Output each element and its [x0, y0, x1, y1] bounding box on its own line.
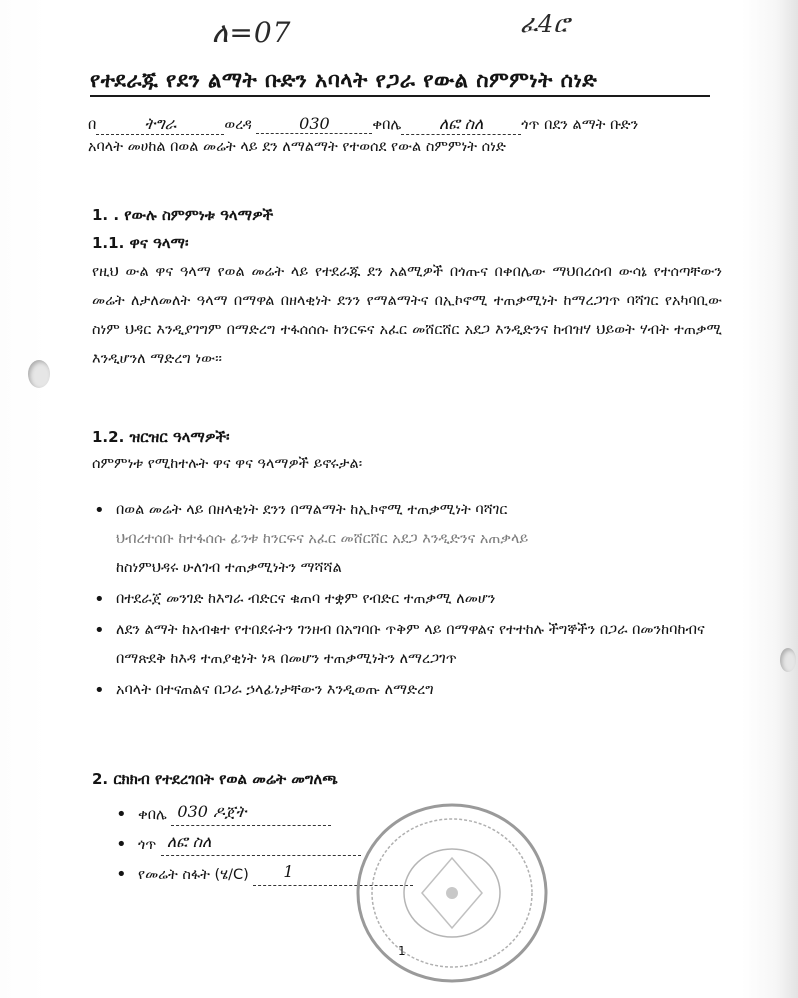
list-item	[92, 496, 732, 583]
objective-1-line-3: ከስነምህዳሩ ሁለገብ ተጠቃሚነትን ማሻሻል	[116, 560, 342, 576]
intro-line-2: አባላት መሀከል በወል መሬት ላይ ደን ለማልማት የተወሰደ የውል ስምምነት ሰነድ	[88, 139, 506, 155]
handwritten-page-code: ፈ4ሮ	[520, 10, 570, 38]
woreda-field: ትግራ	[96, 114, 224, 135]
got-field: ለፎ ስለ	[401, 114, 521, 135]
objectives-list	[92, 496, 732, 707]
kebele-field: 030	[256, 114, 372, 134]
handwritten-reference-number: ለ=07	[212, 16, 292, 49]
punch-hole	[780, 648, 796, 672]
specific-objectives-intro: ሰምምነቱ የሚከተሉት ዋና ዋና ዓላማዎች ይኖሩታል፡	[92, 456, 363, 472]
section-1-1-heading: 1.1. ዋና ዓላማ፡	[92, 234, 189, 252]
section-2-heading: 2. ርክክብ የተደረገበት የወል መሬት መግለጫ	[92, 770, 338, 788]
objective-2: በተደራጀ መንገድ ከእግራ ብድርና ቁጠባ ተቋም የብድር ተጠቃሚ ለመሆን	[116, 591, 496, 607]
objective-4: አባላት በተናጠልና በጋራ ኃላፊነታቸውን እንዲወጡ ለማድረግ	[116, 682, 434, 698]
official-stamp-seal	[352, 798, 552, 988]
list-item	[92, 616, 732, 674]
got-label: ጎጥ በደን ልማት ቡድን	[521, 117, 639, 133]
field-label-kebele: ቀበሌ	[138, 807, 167, 823]
main-objective-paragraph: የዚህ ውል ዋና ዓላማ የወል መሬት ላይ የተደራጁ ደን አልሚዎች በጎጡና በቀበሌው ማህበረሰብ ውሳኔ የተሰጣቸውን መሬት ለታለመለት ዓላማ በማዋል በዘላቂነት ደንን የማልማትና በኢኮኖሚ ተጠቃሚነት ከማረጋገጥ ባሻገር የአካባቢው ስነም ህዳር እንዲያገግም በማድረግ ተፋሰሰሱ ከንርፍና አፈር መሸርሸር አደጋ እንዲድንና ከብዝሃ ህይወት ሃብት ተጠቃሚ እንዲሆንለ ማድረግ ነው፡፡	[92, 264, 722, 367]
objective-1-line-2: ህብረተሰቡ ከተፋሰሱ ፊንቱ ከንርፍና አፈር መሸርሸር አደጋ እንዲድንና አጠቃላይ	[116, 531, 529, 547]
punch-hole	[28, 360, 50, 388]
woreda-label: ወረዳ	[224, 117, 252, 133]
kebele-label: ቀበሌ	[372, 117, 402, 133]
intro-prefix: በ	[88, 117, 97, 133]
intro-line-1	[88, 114, 638, 135]
section-1-2-heading: 1.2. ዝርዝር ዓላማዎች፡	[92, 428, 230, 446]
list-item	[92, 676, 732, 705]
page-number: 1	[398, 944, 406, 958]
field-value-area: 1	[253, 865, 413, 886]
field-value-kebele: 030 ዶጀት	[171, 805, 331, 826]
document-title: የተደራጁ የደን ልማት ቡድን አባላት የጋራ የውል ስምምነት ሰነድ	[90, 68, 710, 97]
objective-1-line-1: በወል መሬት ላይ በዘላቂነት ደንን በማልማት ከኢኮኖሚ ተጠቃሚነት ባሻገር	[116, 502, 508, 518]
field-label-got: ጎጥ	[138, 837, 157, 853]
objective-3: ለደን ልማት ከአብቁተ የተበደሩትን ገንዘብ በአግባቡ ጥቅም ላይ በማዋልና የተተከሉ ችግኞችን በጋራ በመንከባከብና በማጽደቅ ከእዳ ተጠያቂነት ነጻ በመሆን ተጠቃሚነትን ለማረጋገጥ	[116, 622, 705, 667]
page-edge-shadow	[776, 0, 798, 998]
list-item	[92, 585, 732, 614]
field-label-area: የመሬት ስፋት (ሄ/C)	[138, 867, 249, 883]
field-value-got: ለፎ ስለ	[161, 835, 361, 856]
section-1-heading: 1. . የውሉ ስምምነቱ ዓላማዎች	[92, 206, 274, 224]
